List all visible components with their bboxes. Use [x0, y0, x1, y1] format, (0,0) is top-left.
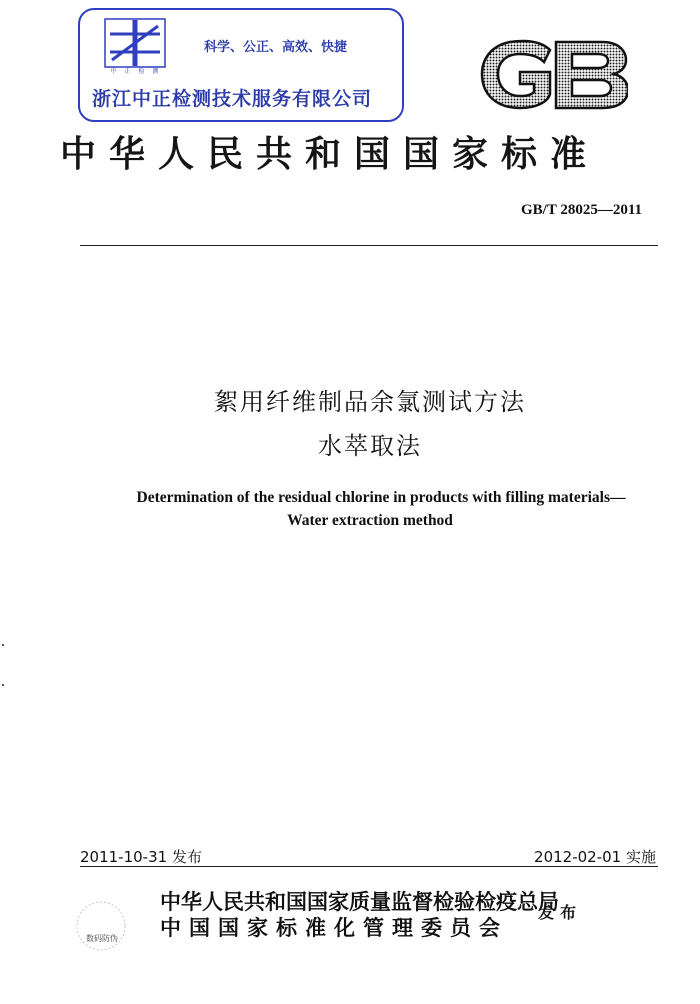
standard-code: GB/T 28025—2011 — [521, 202, 642, 218]
company-logo-icon — [104, 18, 166, 68]
standard-type-title: 中华人民共和国国家标准 — [60, 133, 600, 175]
implementation-date: 2012-02-01 实施 — [534, 848, 656, 866]
chinese-title-line2: 水萃取法 — [318, 432, 422, 460]
issuer-line2: 中国国家标准化管理委员会 — [160, 915, 508, 940]
publish-label: 发布 — [538, 903, 583, 922]
margin-mark — [2, 644, 4, 646]
issuer-line1: 中华人民共和国国家质量监督检验检疫总局 — [160, 889, 559, 914]
anticounterfeit-seal-icon — [72, 900, 130, 952]
anticounterfeit-label: 数码防伪 — [86, 934, 118, 943]
company-stamp — [78, 8, 404, 122]
top-divider — [80, 245, 658, 246]
stamp-slogan: 科学、公正、高效、快捷 — [204, 40, 348, 55]
stamp-logo-text: 中 正 检 测 — [110, 68, 162, 75]
bottom-divider — [80, 866, 658, 867]
english-title-line1: Determination of the residual chlorine in products with filling materials— — [136, 489, 626, 506]
issue-date: 2011-10-31 发布 — [80, 848, 202, 866]
english-title-line2: Water extraction method — [287, 512, 453, 529]
stamp-company-name: 浙江中正检测技术服务有限公司 — [92, 88, 373, 110]
gb-logo-icon — [480, 38, 628, 110]
margin-mark — [2, 684, 4, 686]
chinese-title-line1: 絮用纤维制品余氯测试方法 — [214, 388, 526, 416]
